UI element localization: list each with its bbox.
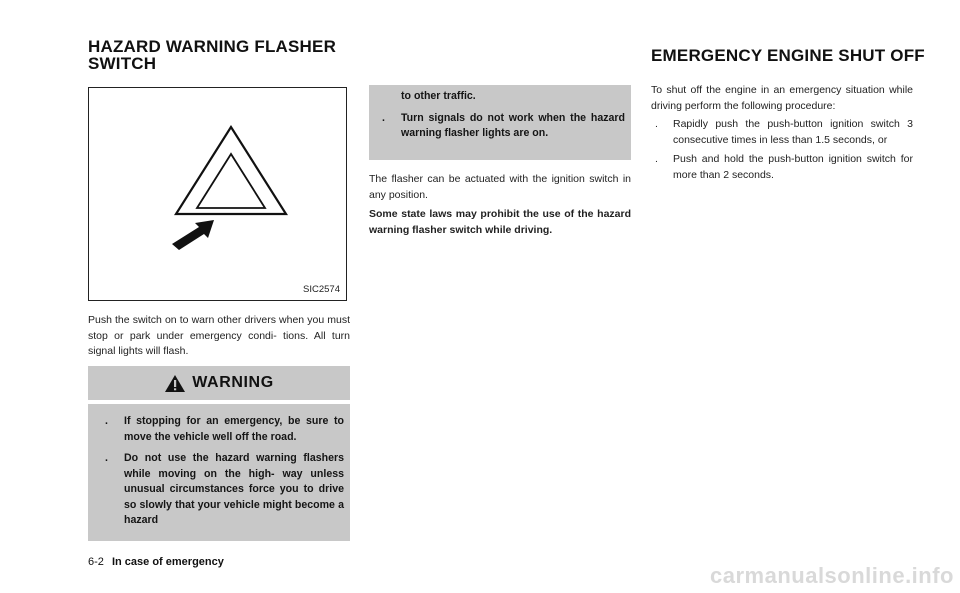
section-name: In case of emergency xyxy=(111,556,224,568)
hazard-switch-figure xyxy=(88,87,347,301)
warning-item: . If stopping for an emergency, be sure to move the vehicle well off the road. xyxy=(105,415,344,443)
state-laws-paragraph: Some state laws may prohibit the use of the hazard warning flasher switch while driving. xyxy=(369,208,631,236)
warning-header xyxy=(88,366,350,400)
flasher-paragraph: The flasher can be actuated with the ignition switch in any position. xyxy=(369,173,631,201)
section-heading-hazard: HAZARD WARNING FLASHER SWITCH xyxy=(88,37,337,73)
list-item: . Push and hold the push-button ignition switch for more than 2 seconds. xyxy=(655,153,913,181)
warning-title: WARNING xyxy=(192,374,274,391)
warning-item: . Do not use the hazard warning flashers while moving on the high- way unless unusual circumstances force you to drive so slowly that your vehicle might become a hazard xyxy=(105,452,344,526)
page-number: 6-2 xyxy=(88,556,104,568)
warning-body-continued xyxy=(369,85,631,160)
hazard-intro-paragraph: Push the switch on to warn other drivers when you must stop or park under emergency condi- tions. All turn signal lights will flash. xyxy=(88,314,350,357)
hazard-triangle-icon xyxy=(89,88,348,302)
warning-item: . Turn signals do not work when the hazard warning flasher lights are on. xyxy=(382,111,625,139)
shutoff-steps-list xyxy=(651,117,913,187)
section-heading-emergency-shutoff: EMERGENCY ENGINE SHUT OFF xyxy=(651,46,925,65)
list-item: . Rapidly push the push-button ignition switch 3 consecutive times in less than 1.5 seconds, or xyxy=(655,118,913,146)
watermark: carmanualsonline.info xyxy=(710,563,954,588)
warning-body xyxy=(88,404,350,541)
figure-label: SIC2574 xyxy=(303,284,340,295)
warning-icon xyxy=(164,374,186,393)
warning-item-continued: to other traffic. xyxy=(401,90,476,102)
page-footer xyxy=(88,556,224,568)
shutoff-intro-paragraph: To shut off the engine in an emergency situation while driving perform the following procedure: xyxy=(651,84,913,112)
press-arrow-icon xyxy=(172,220,214,250)
